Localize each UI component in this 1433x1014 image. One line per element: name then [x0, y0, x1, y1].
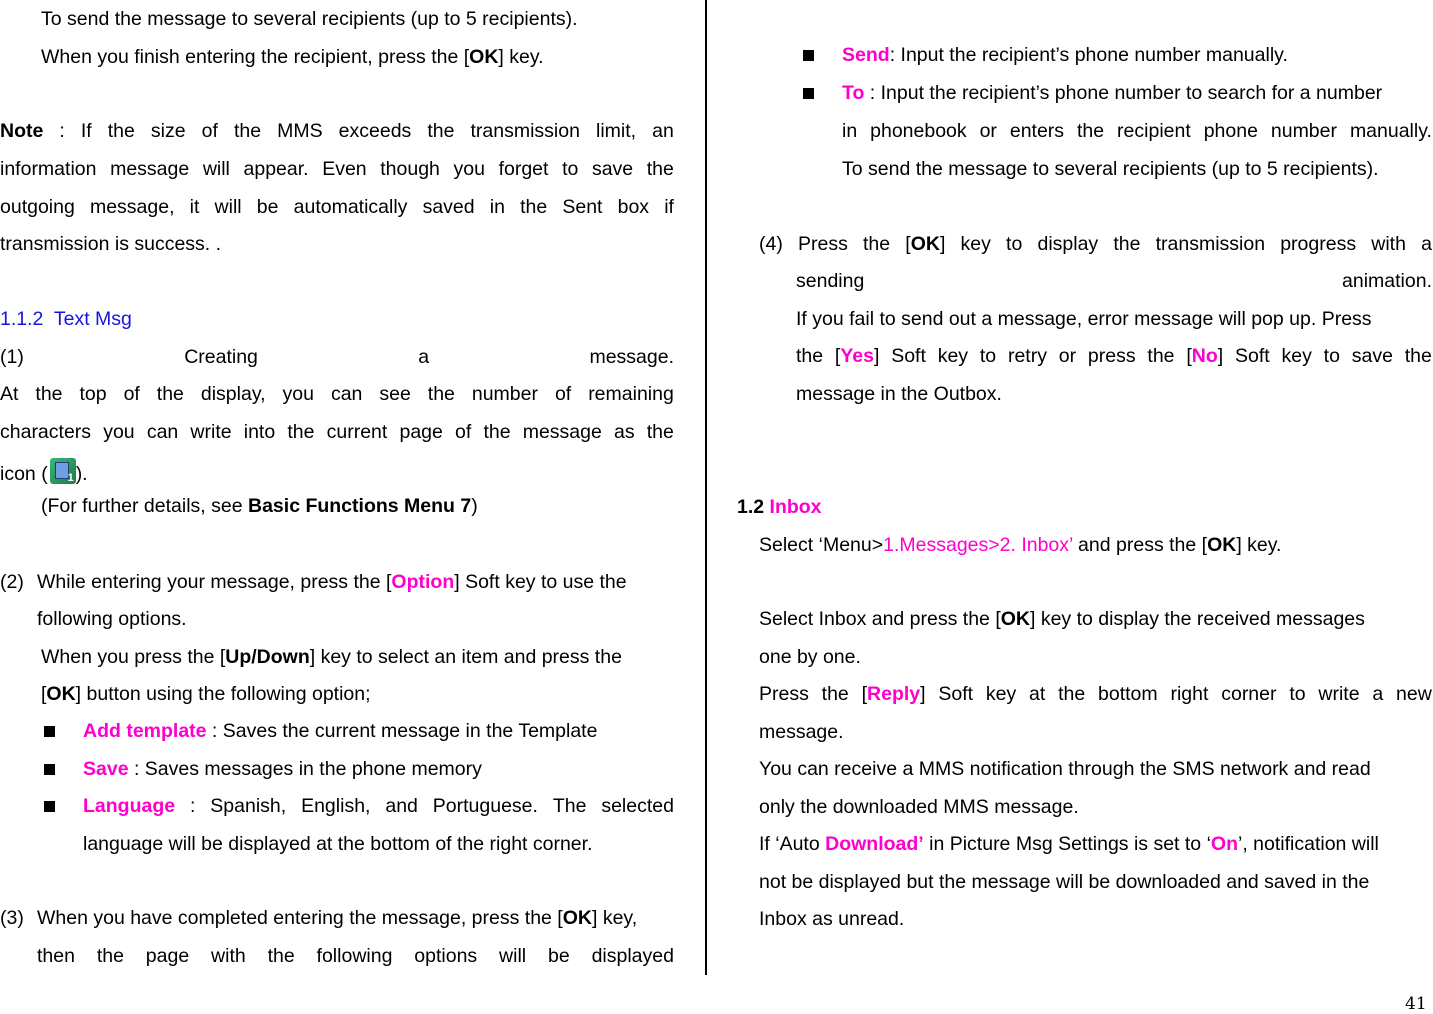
word: MMS: [277, 120, 323, 142]
inbox-paragraph-line: one by one.: [759, 646, 861, 668]
word: save: [591, 158, 634, 180]
word: automatically: [293, 196, 408, 218]
step1-heading: [0, 345, 674, 369]
word: [No]: [1186, 345, 1224, 367]
word: the: [107, 120, 135, 142]
bullet-icon: [803, 88, 814, 99]
word: The: [552, 795, 587, 817]
word: (1): [0, 346, 24, 368]
word: then: [37, 945, 75, 967]
word: the: [796, 345, 824, 367]
word: Press: [798, 233, 848, 255]
option-language: [83, 794, 674, 818]
word: the: [646, 421, 674, 443]
word: Portuguese.: [432, 795, 538, 817]
word: the: [96, 945, 124, 967]
word: Press: [759, 683, 809, 705]
recipients-note-line: To send the message to several recipients (up to 5 recipients).: [41, 8, 578, 30]
inbox-paragraph-line: If ‘Auto Download’ in Picture Msg Settings is set to ‘On’, notification will: [759, 833, 1379, 855]
section-heading-inbox: 1.2 Inbox: [737, 496, 822, 518]
word: a: [1421, 233, 1432, 255]
word: the: [646, 158, 674, 180]
word: number: [471, 383, 538, 405]
word: the: [520, 196, 548, 218]
note-paragraph-line: [0, 157, 674, 181]
word: page: [145, 945, 190, 967]
word: :: [59, 120, 65, 142]
option-add-template: Add template : Saves the current message in the Template: [83, 720, 598, 742]
word: to: [1323, 345, 1340, 367]
note-paragraph-line: [0, 195, 674, 219]
step4-line: message in the Outbox.: [796, 383, 1002, 405]
word: selected: [601, 795, 674, 817]
word: (4): [759, 233, 783, 255]
word: transmission: [470, 120, 580, 142]
word: of: [554, 383, 572, 405]
word: the: [287, 421, 315, 443]
word: though: [380, 158, 440, 180]
word: [OK]: [905, 233, 946, 255]
word: sending: [796, 270, 865, 292]
word: characters: [0, 421, 92, 443]
word: Spanish,: [210, 795, 287, 817]
word: to: [1006, 233, 1023, 255]
word: page: [399, 421, 443, 443]
characters-remaining-icon: [50, 458, 76, 484]
word: the: [156, 383, 184, 405]
word: of: [455, 421, 472, 443]
word: right: [1170, 683, 1209, 705]
column-divider: [705, 0, 707, 975]
word: phone: [1203, 120, 1258, 142]
word: the: [1058, 683, 1086, 705]
step2-line: [OK] button using the following option;: [41, 683, 371, 705]
word: number: [1270, 120, 1337, 142]
further-details-line: (For further details, see Basic Functions Menu 7): [41, 495, 478, 517]
word: the: [1404, 345, 1432, 367]
word: the: [863, 233, 891, 255]
word: box: [617, 196, 650, 218]
word: top: [79, 383, 107, 405]
word: will: [202, 158, 230, 180]
word: remaining: [588, 383, 674, 405]
word: as: [614, 421, 635, 443]
word: it: [189, 196, 200, 218]
word: key: [985, 683, 1017, 705]
inbox-paragraph-line: message.: [759, 721, 844, 743]
word: English,: [301, 795, 371, 817]
word: Soft: [891, 345, 926, 367]
word: Even: [322, 158, 367, 180]
word: display: [1037, 233, 1099, 255]
word: write: [190, 421, 232, 443]
word: see: [379, 383, 411, 405]
word: be: [256, 196, 279, 218]
word: of: [123, 383, 140, 405]
word: new: [1396, 683, 1432, 705]
word: displayed: [591, 945, 674, 967]
word: with: [1371, 233, 1406, 255]
word: if: [664, 196, 674, 218]
word: of: [201, 120, 218, 142]
word: animation.: [1342, 270, 1432, 292]
word: appear.: [243, 158, 309, 180]
word: a: [1372, 683, 1384, 705]
word: the: [427, 383, 455, 405]
word: saved: [422, 196, 475, 218]
word: press: [1087, 345, 1136, 367]
word: or: [1058, 345, 1077, 367]
word: current: [326, 421, 388, 443]
word: at: [1029, 683, 1046, 705]
word: you: [103, 421, 135, 443]
word: Creating: [184, 346, 258, 368]
page-number: 41: [1405, 994, 1427, 1014]
word: Language: [83, 795, 176, 817]
word: a: [418, 346, 430, 368]
word: Sent: [562, 196, 603, 218]
inbox-paragraph-line: [759, 682, 1432, 706]
word: message,: [89, 196, 175, 218]
word: and: [385, 795, 418, 817]
word: can: [146, 421, 179, 443]
step4-line: [796, 344, 1432, 368]
word: message: [522, 421, 602, 443]
step3-line: [37, 944, 674, 968]
inbox-select-line: Select ‘Menu>1.Messages>2. Inbox’ and press the [OK] key.: [759, 534, 1282, 556]
word: or: [979, 120, 997, 142]
word: message: [110, 158, 190, 180]
word: following: [316, 945, 393, 967]
inbox-paragraph-line: not be displayed but the message will be downloaded and saved in the: [759, 871, 1370, 893]
word: the: [483, 421, 511, 443]
word: in: [842, 120, 858, 142]
note-paragraph-line: [0, 119, 674, 143]
word: with: [211, 945, 246, 967]
step1-paragraph-line: [0, 420, 674, 444]
word: information: [0, 158, 97, 180]
word: in: [489, 196, 505, 218]
word: the: [267, 945, 295, 967]
step4-line: [796, 269, 1432, 293]
word: enters: [1009, 120, 1065, 142]
step2-line: following options.: [37, 608, 187, 630]
word: [Reply]: [861, 683, 926, 705]
word: manually.: [1349, 120, 1432, 142]
word: the: [233, 120, 262, 142]
word: message.: [589, 346, 674, 368]
step2-line: While entering your message, press the [Option] Soft key to use the: [37, 571, 627, 593]
bullet-icon: [44, 726, 55, 737]
bullet-icon: [803, 50, 814, 61]
word: key: [1281, 345, 1312, 367]
step4-line: [759, 232, 1432, 256]
bullet-icon: [44, 801, 55, 812]
section-heading-text-msg: 1.1.2 Text Msg: [0, 308, 132, 330]
step1-icon-line: icon (1 ).: [0, 458, 88, 486]
option-language-line: language will be displayed at the bottom of the right corner.: [83, 833, 593, 855]
word: display,: [200, 383, 266, 405]
word: [Yes]: [834, 345, 880, 367]
option-to: To : Input the recipient’s phone number to search for a number: [842, 82, 1383, 104]
word: Soft: [1235, 345, 1270, 367]
step2-line: When you press the [Up/Down] key to select an item and press the: [41, 646, 622, 668]
word: the: [1113, 233, 1141, 255]
word: options: [414, 945, 478, 967]
word: Soft: [938, 683, 974, 705]
word: write: [1318, 683, 1360, 705]
word: to: [562, 158, 579, 180]
word: corner: [1221, 683, 1277, 705]
word: you: [282, 383, 314, 405]
word: you: [453, 158, 485, 180]
word: save: [1351, 345, 1393, 367]
word: forget: [498, 158, 549, 180]
word: limit,: [596, 120, 637, 142]
word: Note: [0, 120, 44, 142]
word: can: [330, 383, 363, 405]
word: to: [979, 345, 997, 367]
word: :: [189, 795, 196, 817]
word: the: [35, 383, 63, 405]
word: into: [243, 421, 276, 443]
step2-number: (2): [0, 571, 24, 593]
word: size: [150, 120, 186, 142]
word: phonebook: [870, 120, 967, 142]
bullet-icon: [44, 764, 55, 775]
finish-recipient-line: When you finish entering the recipient, press the [OK] key.: [41, 46, 544, 68]
word: bottom: [1098, 683, 1158, 705]
word: the: [1077, 120, 1105, 142]
word: exceeds: [338, 120, 412, 142]
word: transmission: [1155, 233, 1266, 255]
inbox-paragraph-line: only the downloaded MMS message.: [759, 796, 1079, 818]
word: the: [1147, 345, 1175, 367]
step3-line: When you have completed entering the message, press the [OK] key,: [37, 907, 638, 929]
word: progress: [1280, 233, 1357, 255]
inbox-paragraph-line: Inbox as unread.: [759, 908, 905, 930]
option-save: Save : Saves messages in the phone memory: [83, 758, 482, 780]
option-to-line: [842, 119, 1432, 143]
word: an: [652, 120, 674, 142]
inbox-paragraph-line: Select Inbox and press the [OK] key to display the received messages: [759, 608, 1365, 630]
step1-paragraph-line: [0, 382, 674, 406]
option-send: Send: Input the recipient’s phone number manually.: [842, 44, 1288, 66]
word: the: [821, 683, 849, 705]
word: to: [1289, 683, 1306, 705]
word: key: [960, 233, 991, 255]
word: will: [499, 945, 527, 967]
inbox-paragraph-line: You can receive a MMS notification through the SMS network and read: [759, 758, 1371, 780]
word: At: [0, 383, 19, 405]
word: recipient: [1117, 120, 1191, 142]
word: If: [80, 120, 92, 142]
word: be: [548, 945, 570, 967]
word: will: [214, 196, 242, 218]
word: outgoing: [0, 196, 75, 218]
step4-line: If you fail to send out a message, error message will pop up. Press: [796, 308, 1372, 330]
step3-number: (3): [0, 907, 24, 929]
option-to-line: To send the message to several recipients (up to 5 recipients).: [842, 158, 1379, 180]
word: key: [937, 345, 969, 367]
note-paragraph-line: transmission is success. .: [0, 233, 222, 255]
word: the: [427, 120, 455, 142]
word: retry: [1007, 345, 1047, 367]
